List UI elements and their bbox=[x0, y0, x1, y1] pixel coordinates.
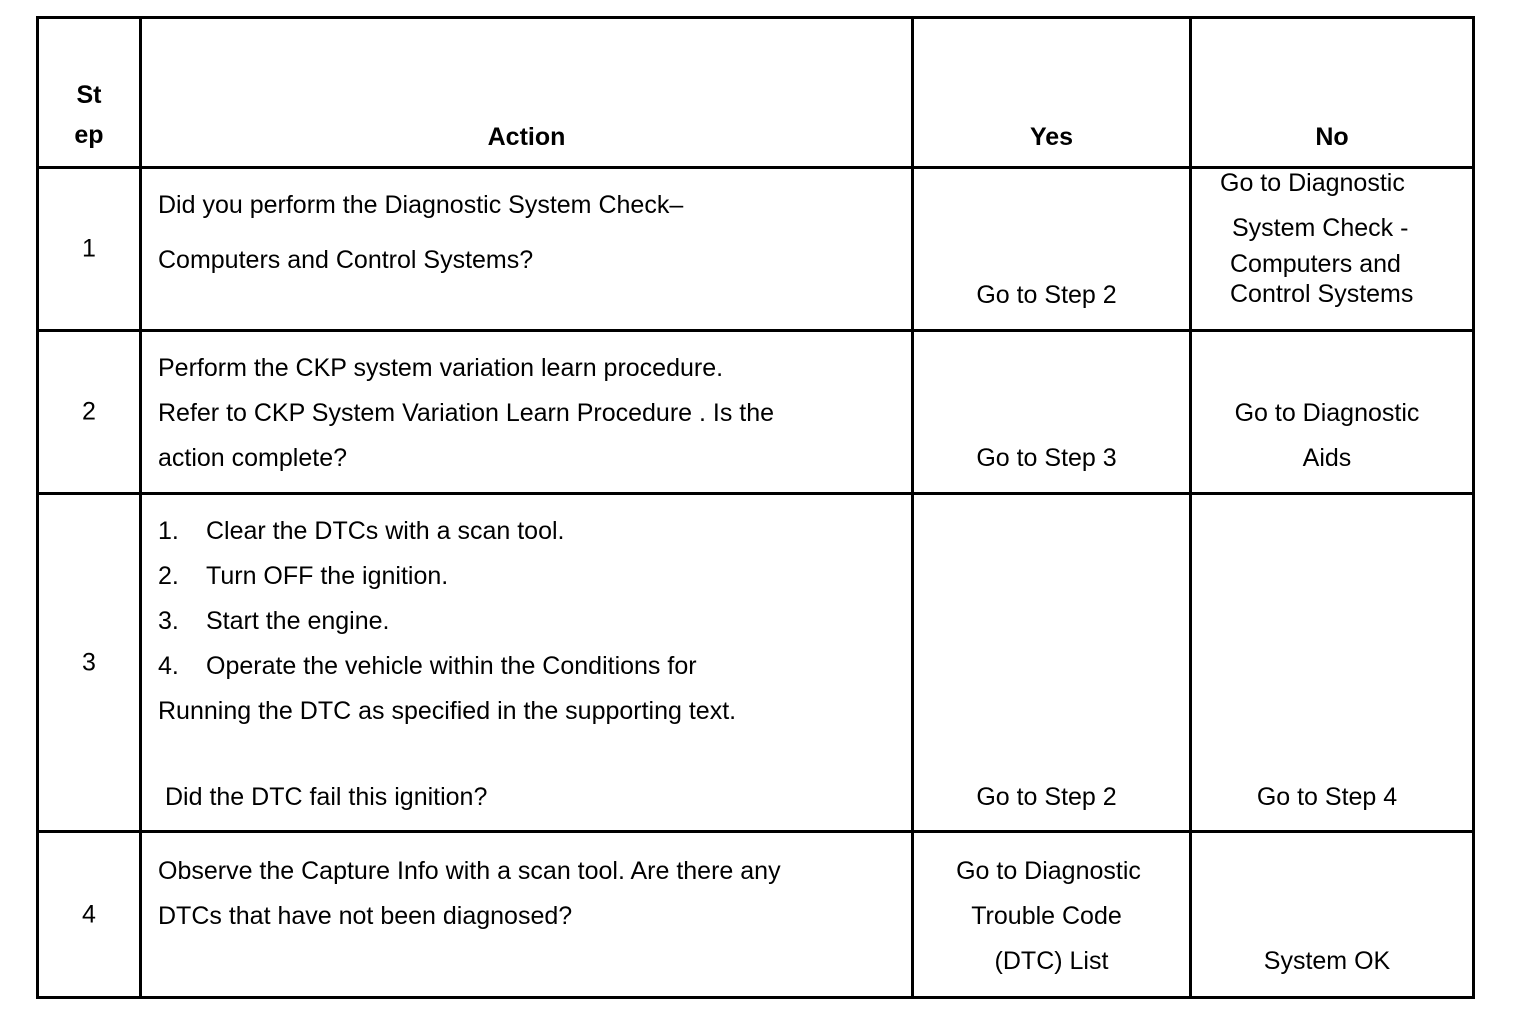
yes-cell bbox=[913, 494, 1191, 832]
no-result-line: Aids bbox=[1302, 444, 1352, 472]
no-result-line: Computers and bbox=[1230, 250, 1401, 278]
action-question: Did the DTC fail this ignition? bbox=[165, 783, 488, 811]
header-yes-label: Yes bbox=[1029, 123, 1074, 151]
yes-result-line: (DTC) List bbox=[994, 947, 1109, 975]
table-row bbox=[38, 331, 1474, 494]
no-result-line: Go to Diagnostic bbox=[1234, 399, 1420, 427]
action-line: Refer to CKP System Variation Learn Procedure . Is the bbox=[158, 399, 775, 427]
yes-result: Go to Step 3 bbox=[976, 444, 1117, 472]
no-cell bbox=[1191, 832, 1474, 998]
yes-result-line: Go to Diagnostic bbox=[956, 857, 1141, 885]
header-yes bbox=[913, 18, 1191, 168]
header-action-label: Action bbox=[487, 123, 566, 151]
list-item-text: Turn OFF the ignition. bbox=[206, 562, 449, 590]
yes-cell bbox=[913, 832, 1191, 998]
table-row bbox=[38, 168, 1474, 331]
header-row bbox=[38, 18, 1474, 168]
action-continuation: Running the DTC as specified in the supporting text. bbox=[158, 697, 737, 725]
yes-result: Go to Step 2 bbox=[976, 783, 1117, 811]
action-line: Did you perform the Diagnostic System Check– bbox=[158, 191, 684, 219]
list-item-text: Clear the DTCs with a scan tool. bbox=[206, 517, 565, 545]
table-row bbox=[38, 832, 1474, 998]
header-no bbox=[1191, 18, 1474, 168]
action-line: action complete? bbox=[158, 444, 348, 472]
list-item bbox=[158, 554, 697, 599]
step-number: 2 bbox=[82, 397, 96, 426]
no-cell bbox=[1191, 494, 1474, 832]
list-item bbox=[158, 644, 697, 689]
no-result-line: Go to Diagnostic bbox=[1220, 169, 1405, 197]
list-item bbox=[158, 599, 697, 644]
header-action bbox=[141, 18, 913, 168]
step-cell bbox=[38, 168, 141, 331]
header-step-line2: ep bbox=[74, 121, 104, 149]
list-item bbox=[158, 509, 697, 554]
list-item-number: 1. bbox=[158, 517, 179, 545]
header-step-line1: St bbox=[76, 81, 102, 109]
action-line: Perform the CKP system variation learn procedure. bbox=[158, 354, 724, 382]
step-cell bbox=[38, 331, 141, 494]
step-number: 1 bbox=[82, 234, 96, 263]
yes-cell bbox=[913, 168, 1191, 331]
yes-result: Go to Step 2 bbox=[976, 281, 1117, 309]
action-line: DTCs that have not been diagnosed? bbox=[158, 902, 573, 930]
action-step-list bbox=[158, 509, 697, 689]
diagnostic-table bbox=[36, 16, 1475, 999]
action-cell bbox=[141, 832, 913, 998]
list-item-number: 2. bbox=[158, 562, 179, 590]
no-cell bbox=[1191, 168, 1474, 331]
yes-cell bbox=[913, 331, 1191, 494]
no-result: System OK bbox=[1263, 947, 1391, 975]
list-item-text: Start the engine. bbox=[206, 607, 390, 635]
action-cell bbox=[141, 494, 913, 832]
list-item-number: 4. bbox=[158, 652, 179, 680]
action-line: Computers and Control Systems? bbox=[158, 246, 534, 274]
step-cell bbox=[38, 832, 141, 998]
no-result-line: Control Systems bbox=[1230, 280, 1414, 308]
no-result-line: System Check - bbox=[1232, 214, 1409, 242]
no-cell bbox=[1191, 331, 1474, 494]
header-no-label: No bbox=[1315, 123, 1349, 151]
header-step bbox=[38, 18, 141, 168]
list-item-text: Operate the vehicle within the Conditions for bbox=[206, 652, 697, 680]
table-row bbox=[38, 494, 1474, 832]
yes-result-line: Trouble Code bbox=[971, 902, 1122, 930]
action-cell bbox=[141, 168, 913, 331]
list-item-number: 3. bbox=[158, 607, 179, 635]
step-cell bbox=[38, 494, 141, 832]
step-number: 4 bbox=[82, 900, 96, 928]
no-result: Go to Step 4 bbox=[1256, 783, 1398, 811]
action-line: Observe the Capture Info with a scan tool. Are there any bbox=[158, 857, 781, 885]
step-number: 3 bbox=[82, 648, 96, 676]
action-cell bbox=[141, 331, 913, 494]
